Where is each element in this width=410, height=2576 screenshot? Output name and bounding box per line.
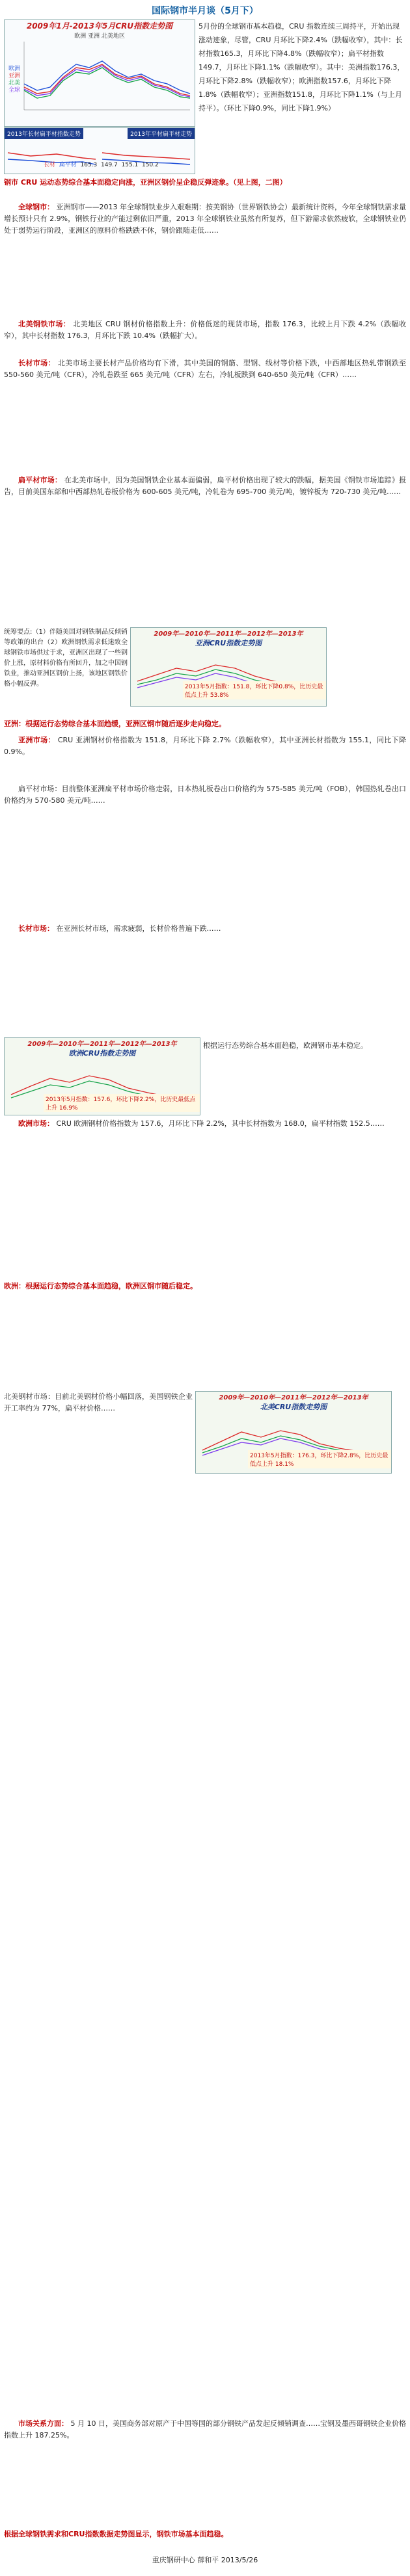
- chart2-legend-long: 长材: [44, 162, 56, 168]
- section-relation: 市场关系方面：: [18, 2419, 69, 2428]
- section-long: 长材市场：: [18, 359, 55, 367]
- para-11: 5 月 10 日，美国商务部对原产于中国等国的部分钢铁产品发起反倾销调查……宝钢及墨西哥钢铁企业价格指数上升 187.25%。: [4, 2419, 406, 2439]
- chart5-label-text2: 18.1%: [275, 1461, 294, 1468]
- para-2: 北美地区 CRU 钢材价格指数上升：价格低迷的现货市场，指数 176.3，比较上月下跌 4.2%（跌幅收窄），其中长材指数 176.3，月环比下跌 10.4%（跌幅扩大）。: [4, 320, 406, 340]
- na-cru-chart: [195, 1391, 392, 1474]
- legend-global: 全球: [8, 87, 21, 94]
- footer: 重庆钢研中心 薛和平 2013/5/26: [152, 2556, 258, 2564]
- headline-2: 亚洲：根据运行态势综合基本面趋缓，亚洲区钢市随后逐步走向稳定。: [4, 720, 226, 728]
- chart1-subtitle: 欧洲 亚洲 北美地区: [74, 33, 125, 40]
- intro-text: 5月份的全球钢市基本趋稳，CRU 指数连续三周持平，开始出现涨动迹象，尽管，CRU 月环比下降2.4%（跌幅收窄），其中：长材指数165.3，月环比下降4.8%（跌幅收窄）；扁平材指数149.7，月环比下降1.1%（跌幅收窄）。其中：美洲指数176.3，月环比下降2.8%（跌幅收窄）；欧洲指数157.6，月环比下降1.8%（跌幅收窄）；亚洲指数151.8，月环比下降1.1%（与上月持平）。（环比下降0.9%，同比下降1.9%）: [198, 22, 405, 112]
- europe-cru-chart: [4, 1037, 200, 1115]
- chart3-label-text: 2013年5月指数：151.8，环比下降0.8%，比历史最低点上升: [185, 684, 323, 699]
- chart3-title: 2009年—2010年—2011年—2012年—2013年: [154, 631, 303, 638]
- note-text: 统筹要点:（1）伴随美国对钢铁制品反倾销等政策的出台（2）欧洲钢铁需求低迷致全球钢铁市场供过于求，亚洲区出现了一些钢价上涨，原材料价格有所回升，加之中国钢铁业，推动亚洲区钢价上扬，该地区钢铁价格小幅反弹。: [4, 629, 128, 688]
- europe-detail-paragraph: [4, 1118, 406, 1274]
- chart4-label-text: 2013年5月指数：157.6，环比下降2.2%，比历史最低点上升: [46, 1097, 196, 1112]
- section-na: 北美钢铁市场：: [18, 320, 71, 328]
- legend-na: 北美: [8, 80, 21, 86]
- headline-3: 欧洲：根据运行态势综合基本面趋稳，欧洲区钢市随后稳定。: [4, 1282, 197, 1290]
- section-global: 全球钢市：: [18, 203, 54, 211]
- para-4: 在北美市场中，因为美国钢铁企业基本面偏弱，扁平材价格出现了较大的跌幅，据美国《钢铁市场追踪》报告，目前美国东部和中西部热轧卷板价格为 600-605 美元/吨，冷轧卷为 695-700 美元/吨，镀锌板为 720-730 美元/吨……: [4, 476, 406, 496]
- note-left: [4, 627, 128, 712]
- legend-europe: 欧洲: [8, 66, 21, 72]
- para-5: CRU 亚洲钢材价格指数为 151.8，月环比下降 2.7%（跌幅收窄），其中亚洲长材指数为 155.1，同比下降 0.9%。: [4, 736, 406, 756]
- long-flat-chart: [4, 127, 195, 174]
- chart2-value-4: 150.2: [142, 162, 159, 168]
- na-market-paragraph: [4, 319, 406, 354]
- chart4-label: [44, 1094, 200, 1112]
- chart2-legend-flat: 扁平材: [59, 162, 77, 168]
- page-title: 国际钢市半月谈（5月下）: [152, 6, 258, 16]
- para-10: 北美钢材市场：目前北美钢材价格小幅回落，美国钢铁企业开工率约为 77%，扁平材价格……: [4, 1392, 193, 1412]
- asia-market-paragraph: [4, 735, 406, 780]
- chart4-subtitle: 欧洲CRU指数走势图: [68, 1049, 136, 1058]
- chart3-subtitle: 亚洲CRU指数走势图: [195, 639, 262, 647]
- chart2-right-title: 2013年平材扁平材走势: [128, 128, 195, 139]
- para-6: 扁平材市场：目前整体亚洲扁平材市场价格走弱，日本热轧板卷出口价格约为 575-585 美元/吨（FOB），韩国热轧卷出口价格约为 570-580 美元/吨……: [4, 785, 406, 805]
- cru-index-chart: [4, 20, 195, 127]
- asia-long-paragraph: [4, 923, 406, 1030]
- long-market-paragraph: [4, 358, 406, 468]
- relation-paragraph: [4, 2418, 406, 2522]
- chart3-label-text2: 53.8%: [210, 692, 229, 699]
- europe-note: [203, 1040, 406, 1112]
- na-paragraph: [4, 1391, 193, 1729]
- para-8: 根据运行态势综合基本面趋稳，欧洲钢市基本稳定。: [203, 1041, 368, 1050]
- chart2-value-1: 165.3: [80, 162, 98, 168]
- chart5-label-text: 2013年5月指数：176.3，环比下降2.8%，比历史最低点上升: [250, 1453, 389, 1468]
- chart5-subtitle: 北美CRU指数走势图: [260, 1403, 327, 1411]
- chart2-left-title: 2013年长材扁平材指数走势: [5, 128, 83, 139]
- closing-line: 根据全球钢铁需求和CRU指数数据走势图显示，钢铁市场基本面趋稳。: [4, 2530, 228, 2538]
- section-flat: 扁平材市场：: [18, 476, 62, 484]
- chart3-label: [183, 681, 326, 699]
- headline-1: 钢市 CRU 运动态势综合基本面稳定向涨，亚洲区钢价呈企稳反弹迹象。（见上图，二图）: [4, 178, 287, 187]
- chart4-title: 2009年—2010年—2011年—2012年—2013年: [27, 1041, 177, 1048]
- para-9: CRU 欧洲钢材价格指数为 157.6，月环比下降 2.2%，其中长材指数为 168.0，扁平材指数 152.5……: [56, 1119, 385, 1128]
- chart5-label: [248, 1450, 391, 1468]
- chart4-label-text2: 16.9%: [59, 1105, 78, 1112]
- asia-cru-chart: [130, 627, 327, 707]
- legend-asia: 亚洲: [8, 73, 21, 79]
- global-market-paragraph: [4, 202, 406, 312]
- para-1: 亚洲钢市——2013 年全球钢铁业步入艰难期：按美钢协（世界钢铁协会）最新统计资料，今年全球钢铁需求量增长预计只有 2.9%，钢铁行业的产能过剩依旧严重，2013 年全球钢铁业虽然有所复苏，但下游需求依然疲软，全球钢铁业仍处于弱势运行阶段，亚洲区的原料价格跌跌不休，钢价跟随走低……: [4, 203, 406, 235]
- section-asia: 亚洲市场：: [18, 736, 55, 744]
- chart5-title: 2009年—2010年—2011年—2012年—2013年: [219, 1394, 368, 1401]
- chart2-value-2: 149.7: [101, 162, 118, 168]
- para-7: 在亚洲长材市场，需求疲弱，长材价格普遍下跌……: [56, 924, 221, 933]
- para-3: 北美市场主要长材产品价格均有下滑，其中美国的钢筋、型钢、线材等价格下跌，中西部地区热轧带钢跌至 550-560 美元/吨（CFR），冷轧卷跌至 665 美元/吨（CFR）左右，冷轧板跌到 640-650 美元/吨（CFR）……: [4, 359, 406, 379]
- asia-flat-paragraph: [4, 783, 406, 920]
- chart2-value-3: 155.1: [121, 162, 139, 168]
- section-eu: 欧洲市场：: [18, 1119, 54, 1128]
- section-long-2: 长材市场：: [18, 924, 54, 933]
- flat-market-paragraph: [4, 475, 406, 624]
- chart1-title: 2009年1月-2013年5月CRU指数走势图: [26, 21, 173, 31]
- chart1-lines: [5, 38, 193, 123]
